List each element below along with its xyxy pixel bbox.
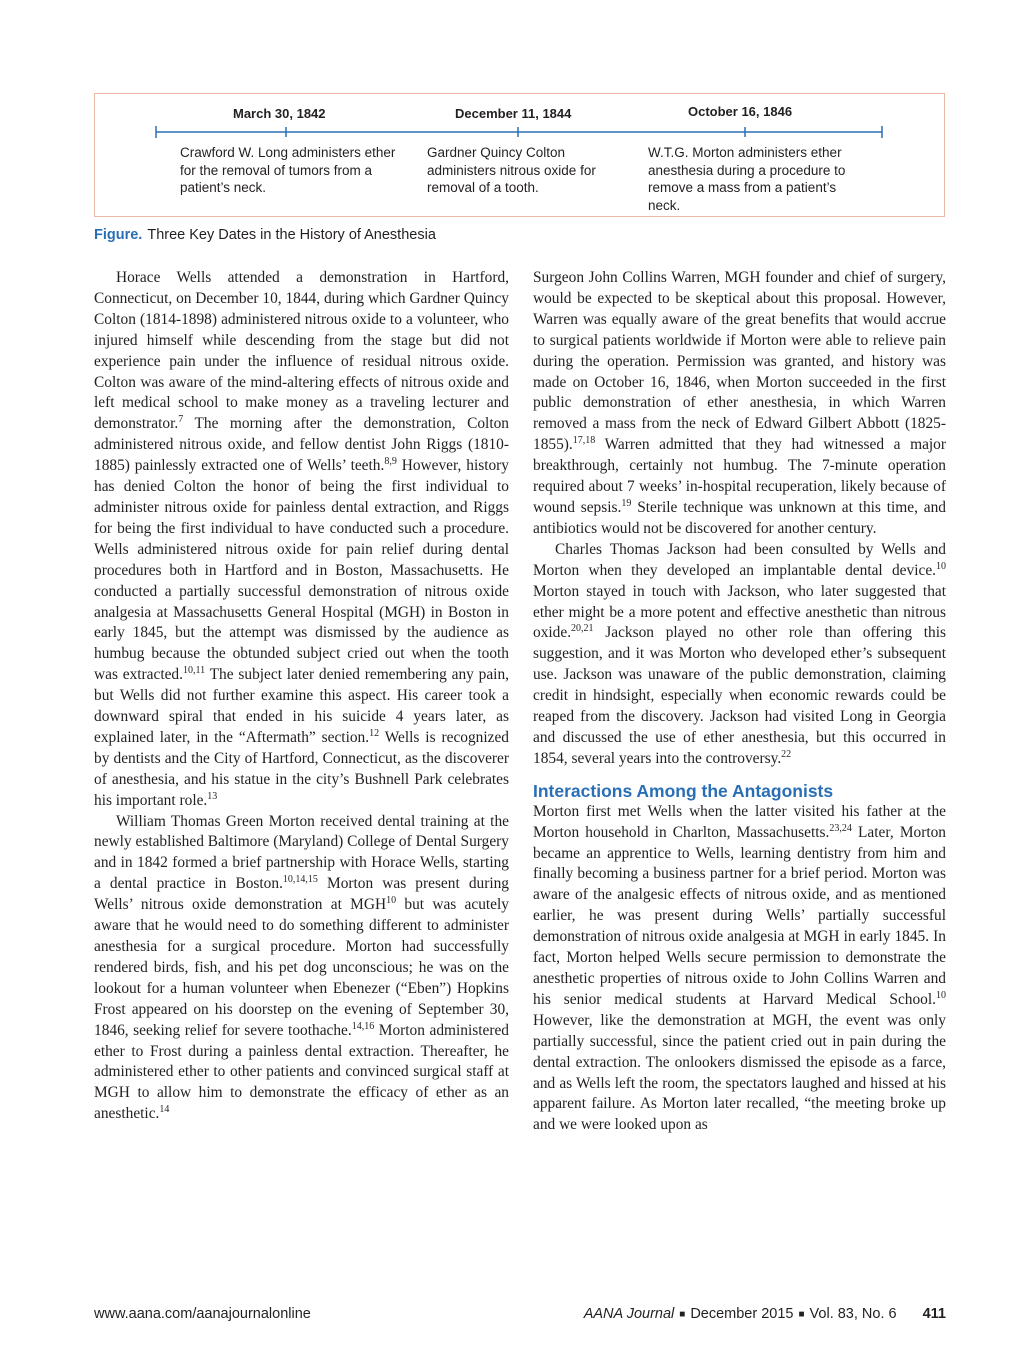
paragraph-jackson: Charles Thomas Jackson had been consulted by Wells and Morton when they developed an implantable dental device.$^{10}$ Morton stayed in touch with Jackson, who later suggested that ether might be a more potent and effective anesthetic than nitrous oxide.$^{20,21}$ Jackson played no other role than offering this suggestion, and it was Morton who developed ether’s subsequent use. Jackson was unaware of the public demonstration, claiming credit in hindsight, especially when economic rewards could be reaped from the discovery. Jackson had visited Long in Georgia and discussed the use of ether anesthesia, but this occurred in 1854, several years into the controversy.$^{22}$ — [533, 540, 946, 767]
timeline-event-3: W.T.G. Morton administers ether anesthesia during a procedure to remove a mass from a patient’s neck. — [648, 145, 846, 213]
figure-caption-text: Three Key Dates in the History of Anesthesia — [147, 227, 436, 243]
timeline-date-3: October 16, 1846 — [688, 104, 793, 119]
figure-caption — [94, 227, 436, 243]
page-number: 411 — [922, 1306, 946, 1322]
paragraph-interactions: Morton first met Wells when the latter visited his father at the Morton household in Charlton, Massachusetts.$^{23,24}$ Later, Morton became an apprentice to Wells, learning dentistry from him and finally becoming a business partner for a brief period. Morton was aware of the analgesic effects of nitrous oxide, and as mentioned earlier, he was present during Wells’ partially successful demonstration of nitrous oxide analgesia at MGH in early 1845. In fact, Morton helped Wells secure permission to demonstrate the anesthetic properties of nitrous oxide to John Collins Warren and his senior medical students at Harvard Medical School.$^{10}$ However, like the demonstration at MGH, the event was only partially successful, since the patient cried out in pain during the dental extraction. The onlookers dismissed the episode as a farce, and as Wells left the room, the spectators laughed and hissed at his apparent failure. As Morton later recalled, “the meeting broke up and we were looked upon as — [533, 802, 946, 1134]
figure-label: Figure. — [94, 227, 143, 243]
left-column — [94, 268, 509, 1125]
paragraph-morton: William Thomas Green Morton received dental training at the newly established Baltimore (Maryland) College of Dental Surgery and in 1842 formed a brief partnership with Horace Wells, starting a dental practice in Boston.$^{10,14,15}$ Morton was present during Wells’ nitrous oxide demonstration at MGH$^{10}$ but was acutely aware that he would need to do something different to administer anesthesia for a surgical procedure. Morton had successfully rendered birds, fish, and his pet dog unconscious; he was on the lookout for a human volunteer when Ebenezer (“Eben”) Hopkins Frost appeared on his doorstep on the evening of September 30, 1846, seeking relief for severe toothache.$^{14,16}$ Morton administered ether to Frost during a painless dental extraction. Thereafter, he administered ether to other patients and convinced surgical staff at MGH to allow him to demonstrate the efficacy of ether as an anesthetic.$^{14}$ — [94, 812, 509, 1123]
footer-date: December 2015 — [690, 1306, 794, 1322]
right-column — [533, 268, 946, 1136]
footer-citation — [584, 1306, 946, 1322]
paragraph-wells: Horace Wells attended a demonstration in Hartford, Connecticut, on December 10, 1844, during which Gardner Quincy Colton (1814-1898) administered nitrous oxide to a volunteer, who injured himself while descending from the stage but did not experience pain under the influence of residual nitrous oxide. Colton was aware of the mind-altering effects of nitrous oxide and left medical school to make money as a traveling lecturer and demonstrator.$^7$ The morning after the demonstration, Colton administered nitrous oxide, and fellow dentist John Riggs (1810-1885) painlessly extracted one of Wells’ teeth.$^{8,9}$ However, history has denied Colton the honor of being the first individual to administer nitrous oxide for painless dental extraction, and Riggs for being the first individual to have conducted such a procedure. Wells administered nitrous oxide for pain relief during dental procedures both in Hartford and in Boston, Massachusetts. He conducted a partially successful demonstration of nitrous oxide analgesia at Massachusetts General Hospital (MGH) in Boston in early 1845, but the attempt was dismissed by the audience as humbug because the obtunded subject cried out when the tooth was extracted.$^{10,11}$ The subject later denied remembering any pain, but Wells did not further examine this aspect. His career took a downward spiral that ended in his suicide 4 years later, as explained later, in the “Aftermath” section.$^{12}$ Wells is recognized by dentists and the City of Hartford, Connecticut, as the discoverer of anesthesia, and his statue in the city’s Bushnell Park celebrates his important role.$^{13}$ — [94, 269, 510, 809]
timeline-event-2: Gardner Quincy Colton administers nitrous oxide for removal of a tooth. — [427, 145, 596, 195]
footer-volume: Vol. 83, No. 6 — [809, 1306, 897, 1322]
footer-separator-2: ■ — [798, 1309, 805, 1320]
timeline-date-1: March 30, 1842 — [233, 106, 326, 121]
timeline-figure — [94, 93, 945, 217]
section-heading: Interactions Among the Antagonists — [533, 780, 834, 801]
paragraph-warren: Surgeon John Collins Warren, MGH founder and chief of surgery, would be expected to be skeptical about this proposal. However, Warren was equally aware of the great benefits that would accrue to surgical patients worldwide if Morton were able to relieve pain during the operation. Permission was granted, and history was made on October 16, 1846, when Morton succeeded in the first public demonstration of ether anesthesia, in which Warren removed a mass from the neck of Edward Gilbert Abbott (1825-1855).$^{17,18}$ Warren admitted that they had witnessed a major breakthrough, certainly not humbug. The 7-minute operation required about 7 weeks’ in-hospital recuperation, likely because of wound sepsis.$^{19}$ Sterile technique was unknown at this time, and antibiotics would not be discovered for another century. — [533, 269, 946, 537]
timeline-date-2: December 11, 1844 — [455, 106, 572, 121]
footer-url[interactable]: www.aana.com/aanajournalonline — [94, 1306, 311, 1322]
timeline-event-1: Crawford W. Long administers ether for the removal of tumors from a patient’s neck. — [180, 145, 396, 195]
footer-separator-1: ■ — [679, 1309, 686, 1320]
footer-journal: AANA Journal — [583, 1306, 675, 1322]
